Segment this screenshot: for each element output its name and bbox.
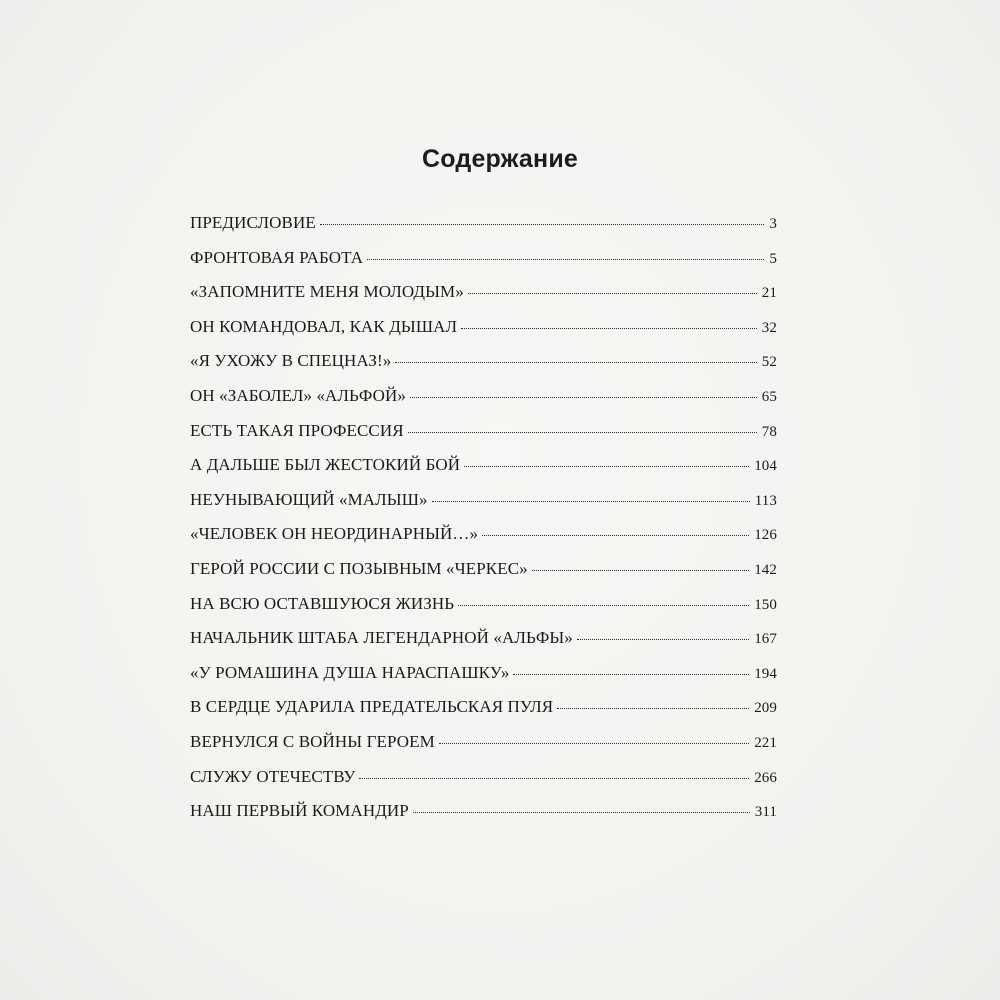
toc-entry-page-number: 209 <box>754 700 777 717</box>
toc-entry-page-number: 142 <box>754 561 777 578</box>
toc-entry <box>190 455 777 490</box>
toc-entry <box>190 524 777 559</box>
toc-entry <box>190 351 777 386</box>
toc-entry-page-number: 266 <box>754 769 777 786</box>
toc-entry <box>190 490 777 525</box>
toc-entry-title: ПРЕДИСЛОВИЕ <box>190 213 316 232</box>
toc-entry-title: ЕСТЬ ТАКАЯ ПРОФЕССИЯ <box>190 420 404 440</box>
dot-leader <box>557 708 749 709</box>
toc-entry-title: ОН КОМАНДОВАЛ, КАК ДЫШАЛ <box>190 316 458 336</box>
dot-leader <box>413 812 750 813</box>
toc-entry-page-number: 126 <box>754 527 777 544</box>
toc-entry-page-number: 3 <box>769 216 777 232</box>
toc-entry <box>190 594 777 629</box>
toc-entry-page-number: 21 <box>761 285 777 302</box>
toc-entry <box>190 663 777 698</box>
toc-entry-page-number: 113 <box>754 492 777 509</box>
toc-entry-page-number: 167 <box>754 631 777 648</box>
toc-entry <box>190 697 777 732</box>
toc-entry-title: А ДАЛЬШЕ БЫЛ ЖЕСТОКИЙ БОЙ <box>190 455 461 475</box>
page-title: Содержание <box>421 145 579 173</box>
dot-leader <box>482 535 749 536</box>
toc-entry-title: «ЗАПОМНИТЕ МЕНЯ МОЛОДЫМ» <box>190 282 464 302</box>
toc-entry-page-number: 150 <box>754 596 777 613</box>
toc-entry <box>190 317 777 352</box>
dot-leader <box>577 639 749 640</box>
dot-leader <box>461 328 757 329</box>
toc-entry <box>190 559 777 594</box>
toc-entry <box>190 628 777 663</box>
toc-entry-page-number: 221 <box>754 734 777 751</box>
toc-entry-title: ОН «ЗАБОЛЕЛ» «АЛЬФОЙ» <box>190 385 407 405</box>
toc-entry-page-number: 65 <box>761 388 777 405</box>
toc-entry <box>190 386 777 421</box>
dot-leader <box>395 362 756 363</box>
toc-entry <box>190 801 777 836</box>
toc-entry-title: НАШ ПЕРВЫЙ КОМАНДИР <box>190 801 409 821</box>
toc-entry-title: «ЧЕЛОВЕК ОН НЕОРДИНАРНЫЙ…» <box>190 524 479 544</box>
toc-entry-title: НАЧАЛЬНИК ШТАБА ЛЕГЕНДАРНОЙ «АЛЬФЫ» <box>190 628 573 648</box>
toc-entry <box>190 248 777 283</box>
toc-entry-page-number: 5 <box>769 250 777 267</box>
toc-entry-title: ФРОНТОВАЯ РАБОТА <box>190 247 364 267</box>
dot-leader <box>367 259 764 260</box>
toc-entry-page-number: 311 <box>754 804 777 821</box>
toc-entry-page-number: 32 <box>761 319 777 336</box>
dot-leader <box>464 466 749 467</box>
toc-entry-title: «У РОМАШИНА ДУША НАРАСПАШКУ» <box>190 662 510 682</box>
toc-entry-page-number: 78 <box>761 423 777 440</box>
toc-entry-title: НЕУНЫВАЮЩИЙ «МАЛЫШ» <box>190 489 428 509</box>
dot-leader <box>410 397 757 398</box>
dot-leader <box>532 570 749 571</box>
table-of-contents <box>190 213 777 836</box>
toc-entry <box>190 213 777 248</box>
dot-leader <box>359 778 749 779</box>
toc-entry-page-number: 194 <box>754 665 777 682</box>
toc-entry <box>190 767 777 802</box>
toc-entry-title: ГЕРОЙ РОССИИ С ПОЗЫВНЫМ «ЧЕРКЕС» <box>190 558 528 578</box>
toc-entry <box>190 732 777 767</box>
dot-leader <box>439 743 749 744</box>
dot-leader <box>458 605 749 606</box>
toc-entry <box>190 282 777 317</box>
toc-entry-page-number: 52 <box>761 354 777 371</box>
dot-leader <box>320 224 765 225</box>
toc-entry-title: «Я УХОЖУ В СПЕЦНАЗ!» <box>190 351 392 371</box>
toc-entry-title: В СЕРДЦЕ УДАРИЛА ПРЕДАТЕЛЬСКАЯ ПУЛЯ <box>190 697 554 717</box>
dot-leader <box>513 674 749 675</box>
toc-entry-page-number: 104 <box>754 458 777 475</box>
dot-leader <box>408 432 757 433</box>
toc-entry-title: НА ВСЮ ОСТАВШУЮСЯ ЖИЗНЬ <box>190 593 455 613</box>
toc-entry <box>190 421 777 456</box>
dot-leader <box>468 293 757 294</box>
toc-entry-title: ВЕРНУЛСЯ С ВОЙНЫ ГЕРОЕМ <box>190 731 435 751</box>
toc-entry-title: СЛУЖУ ОТЕЧЕСТВУ <box>190 766 356 786</box>
dot-leader <box>432 501 750 502</box>
